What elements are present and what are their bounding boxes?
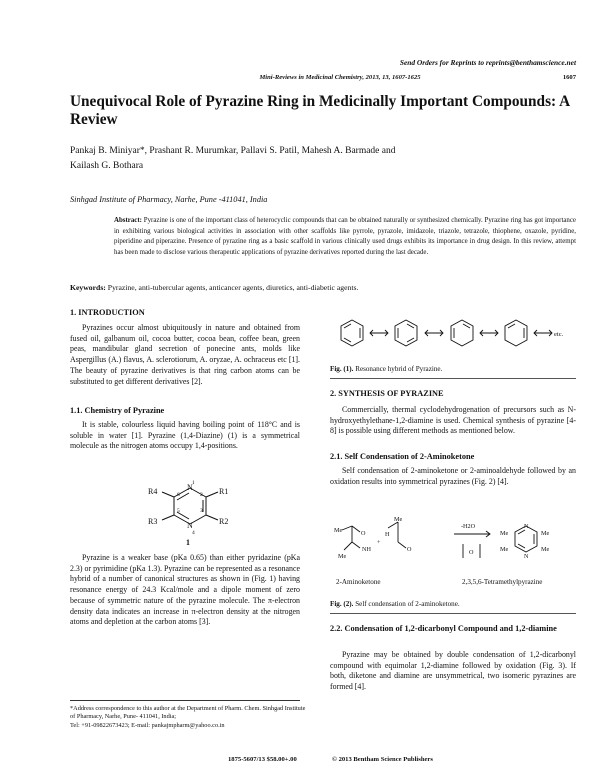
substituent-r2: R2 — [219, 517, 229, 526]
intro-paragraph: Pyrazines occur almost ubiquitously in nature and obtained from fused oil, galbanum oil, cocoa butter, cocoa bean, coffee bean, green peas, mandibular gland secretion of ponecine ants, molds like Aspergillus (A.) flavus, A. sclerotiorum, A. oryzae, A. ochraceus etc [1]. The beauty of pyrazine derivatives is that ring carbon atoms can be substituted to get different derivatives [2]. — [70, 323, 300, 386]
position-6: 6 — [177, 492, 180, 498]
svg-text:Me: Me — [334, 527, 343, 534]
svg-text:N: N — [524, 553, 529, 560]
figure-1-caption-text: Resonance hybrid of Pyrazine. — [353, 365, 443, 373]
abstract-label: Abstract: — [114, 217, 142, 224]
section-heading-self-condensation: 2.1. Self Condensation of 2-Aminoketone — [330, 452, 475, 461]
self-condensation-paragraph: Self condensation of 2-aminoketone or 2-aminoaldehyde followed by an oxidation results into symmetrical pyrazines (Fig. 2) [4]. — [330, 466, 576, 486]
position-5: 5 — [177, 508, 180, 514]
substituent-r4: R4 — [148, 487, 158, 496]
section-heading-dicarbonyl: 2.2. Condensation of 1,2-dicarbonyl Compound and 1,2-diamine — [330, 624, 557, 633]
svg-text:H: H — [385, 531, 390, 538]
correspondence-footnote — [70, 705, 310, 730]
section-heading-chemistry: 1.1. Chemistry of Pyrazine — [70, 406, 165, 415]
figure-2-caption-label: Fig. (2). — [330, 600, 354, 608]
atom-n1: N — [187, 483, 193, 492]
svg-text:Me: Me — [541, 546, 550, 553]
weak-base-paragraph: Pyrazine is a weaker base (pKa 0.65) than either pyridazine (pKa 2.3) or pyrimidine (pKa 1.3). Pyrazine can be represented as a resonance hybrid of a number of canonical structures as shown in (Fig. 1) having resonance energy of 24.3 Kcal/mole and a dipole moment of zero because of symmetric nature of the pyrazine molecule. The π-electron density data indicates an increase in π-electron density at the nitrogen atoms and depletion at the carbon atoms [3]. — [70, 553, 300, 627]
svg-text:Me: Me — [541, 530, 550, 537]
atom-n4: N — [187, 521, 193, 530]
abstract — [114, 216, 576, 258]
affiliation: Sinhgad Institute of Pharmacy, Narhe, Pune -411041, India — [70, 195, 268, 204]
fig2-oxidant: O — [469, 549, 474, 556]
svg-text:Me: Me — [500, 546, 509, 553]
author-list — [70, 144, 500, 174]
page-number: 1607 — [562, 74, 576, 81]
position-2: 2 — [200, 492, 203, 498]
position-1: 1 — [192, 480, 195, 486]
issn-price: 1875-5607/13 $58.00+.00 — [228, 756, 297, 763]
substituent-r3: R3 — [148, 517, 158, 526]
figure-1-resonance — [330, 312, 576, 364]
structure-label: 1 — [186, 538, 190, 547]
chemistry-paragraph: It is stable, colourless liquid having boiling point of 118°C and is soluble in water [1]. Pyrazine (1,4-Diazine) (1) is a symmetrical molecule as the nitrogen atoms occupy 1,4-positions. — [70, 420, 300, 451]
reprints-notice: Send Orders for Reprints to reprints@benthamscience.net — [399, 58, 576, 67]
svg-text:Me: Me — [500, 530, 509, 537]
svg-text:O: O — [407, 546, 412, 553]
substituent-r1: R1 — [219, 487, 229, 496]
keywords — [70, 283, 580, 292]
section-heading-synthesis: 2. SYNTHESIS OF PYRAZINE — [330, 389, 444, 398]
svg-text:+: + — [377, 539, 381, 546]
figure-1-rule — [330, 378, 576, 379]
figure-1-caption — [330, 365, 576, 373]
svg-text:NH: NH — [362, 546, 371, 553]
position-3: 3 — [200, 508, 203, 514]
dicarbonyl-paragraph: Pyrazine may be obtained by double condensation of 1,2-dicarbonyl compound with equimolar 1,2-diamine followed by oxidation (Fig. 3). If both, diketone and diamine are unsymmetrical, two isomeric pyrazines are formed [4]. — [330, 650, 576, 692]
fig2-right-label: 2,3,5,6-Tetramethylpyrazine — [462, 578, 543, 586]
author-line-1: Pankaj B. Miniyar*, Prashant R. Murumkar, Pallavi S. Patil, Mahesh A. Barmade and — [70, 146, 396, 156]
fig2-reagent: -H2O — [461, 523, 476, 530]
keywords-label: Keywords: — [70, 283, 106, 292]
fig1-etc: etc. — [554, 331, 564, 338]
copyright: © 2013 Bentham Science Publishers — [332, 756, 433, 763]
figure-1-caption-label: Fig. (1). — [330, 365, 354, 373]
synthesis-paragraph: Commercially, thermal cyclodehydrogenation of precursors such as N-hydroxyethylethane-1,2-diamine is used. Chemical synthesis of pyrazine [4-8] is possible using different methods as mentioned below. — [330, 405, 576, 436]
svg-text:Me: Me — [394, 516, 403, 523]
svg-text:O: O — [361, 530, 366, 537]
paper-title: Unequivocal Role of Pyrazine Ring in Medicinally Important Compounds: A Review — [70, 93, 570, 128]
section-heading-introduction: 1. INTRODUCTION — [70, 308, 145, 317]
keywords-text: Pyrazine, anti-tubercular agents, anticancer agents, diuretics, anti-diabetic agents. — [105, 283, 359, 292]
footnote-rule — [70, 700, 300, 701]
footnote-line-1: *Address correspondence to this author at the Department of Pharm. Chem. Sinhgad Institute of Pharmacy, Narhe, Pune- 411041, India; — [70, 705, 306, 721]
svg-text:N: N — [524, 523, 529, 530]
figure-2-rule — [330, 613, 576, 614]
pyrazine-structure-1 — [140, 474, 240, 546]
svg-text:Me: Me — [338, 553, 347, 560]
footnote-line-2: Tel: +91-09822673423; E-mail: pankajmpharm@yahoo.co.in — [70, 721, 225, 729]
abstract-text: Pyrazine is one of the important class of heterocyclic compounds that can be obtained naturally or synthesized chemically. Pyrazine ring has got importance in exhibiting various biological activities in association with other scaffolds like pyrrole, pyrazole, imidazole, triazole, tetrazole, thiophene, oxazole, pyridine, piperidine and piperazine. Presence of pyrazine ring as a basic scaffold in various clinically used drugs exhibits its importance in drug design. In this review, attempt has been made to disclose various therapeutic applications of pyrazine derivatives reported during the last decade. — [114, 217, 576, 256]
author-line-2: Kailash G. Bothara — [70, 161, 144, 171]
figure-2-caption-text: Self condensation of 2-aminoketone. — [353, 600, 460, 608]
figure-2-caption — [330, 600, 576, 608]
journal-citation: Mini-Reviews in Medicinal Chemistry, 2013, 13, 1607-1625 — [259, 74, 421, 81]
position-4: 4 — [192, 530, 195, 536]
fig2-left-label: 2-Aminoketone — [336, 578, 381, 586]
